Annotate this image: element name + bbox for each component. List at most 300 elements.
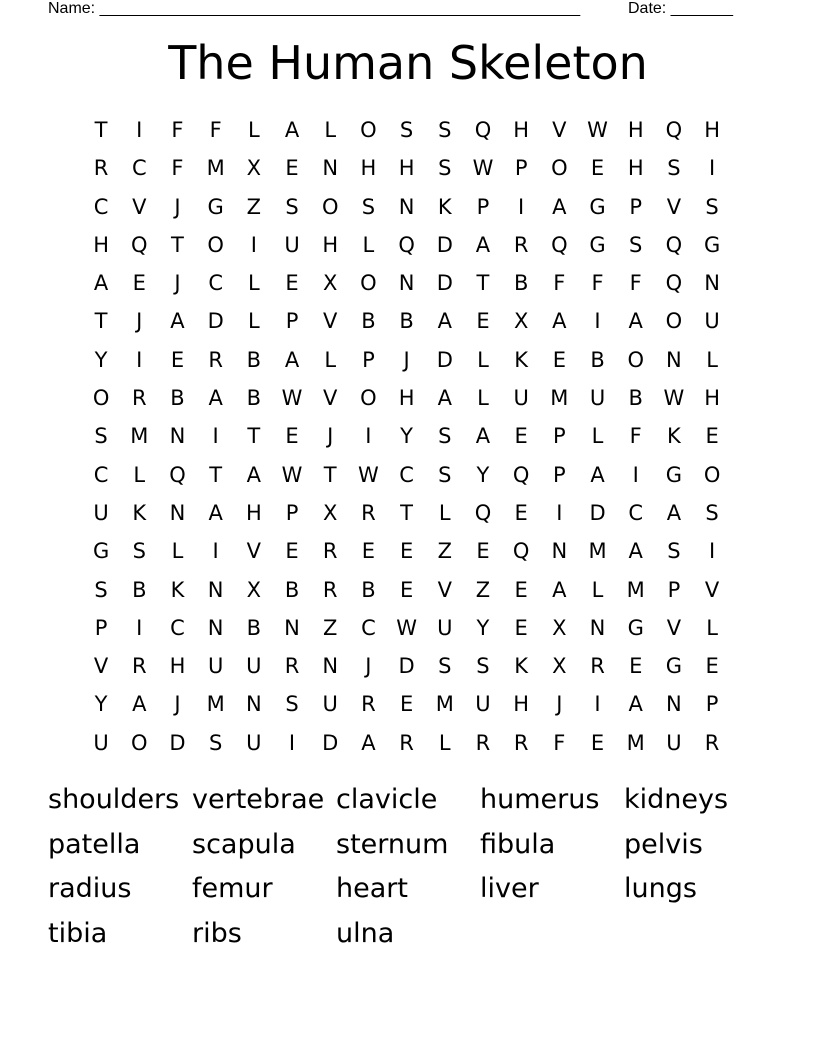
grid-letter: J — [365, 654, 372, 679]
grid-letter: I — [594, 692, 601, 717]
grid-letter: S — [705, 194, 719, 219]
grid-letter: Q — [474, 500, 492, 525]
grid-letter: N — [207, 615, 224, 640]
grid-letter: S — [94, 424, 108, 449]
grid-letter: I — [708, 539, 716, 564]
grid-letter: E — [629, 654, 643, 679]
grid-letter: W — [472, 156, 494, 181]
grid-letter: R — [704, 730, 720, 755]
grid-letter: R — [322, 539, 338, 564]
grid-letter: W — [281, 386, 303, 411]
grid-letter: A — [208, 386, 223, 411]
grid-letter: W — [663, 386, 685, 411]
grid-letter: R — [399, 730, 414, 755]
grid-letter: T — [323, 462, 337, 487]
grid-letter: M — [626, 730, 645, 755]
grid-letter: T — [171, 232, 184, 257]
grid-letter: R — [93, 156, 109, 181]
grid-letter: K — [514, 347, 529, 372]
grid-letter: R — [475, 730, 491, 755]
word-list-item: scapula — [192, 828, 296, 860]
grid-letter: H — [627, 156, 644, 181]
grid-letter: S — [438, 156, 452, 181]
grid-letter: S — [667, 156, 681, 181]
grid-letter: S — [705, 500, 719, 525]
grid-letter: H — [360, 156, 377, 181]
grid-letter: R — [513, 730, 529, 755]
grid-letter: V — [437, 577, 452, 602]
grid-letter: B — [628, 386, 643, 411]
grid-letter: P — [553, 462, 566, 487]
grid-letter: G — [627, 615, 644, 640]
grid-letter: M — [626, 577, 645, 602]
grid-letter: E — [514, 500, 528, 525]
grid-letter: D — [436, 347, 453, 372]
grid-letter: N — [284, 615, 300, 640]
grid-letter: G — [665, 654, 683, 679]
grid-letter: F — [629, 424, 642, 449]
grid-letter: B — [284, 577, 300, 602]
grid-letter: C — [399, 462, 414, 487]
grid-letter: M — [435, 692, 454, 717]
grid-letter: A — [552, 309, 567, 334]
grid-letter: H — [627, 118, 644, 142]
grid-letter: J — [403, 347, 410, 372]
word-list-item: femur — [192, 873, 273, 904]
grid-letter: T — [476, 271, 490, 296]
grid-letter: D — [436, 271, 453, 296]
grid-letter: A — [628, 539, 643, 564]
grid-letter: S — [208, 730, 223, 755]
grid-letter: O — [131, 730, 148, 755]
grid-letter: F — [171, 156, 184, 181]
grid-letter: C — [361, 615, 376, 640]
grid-letter: U — [475, 692, 491, 717]
grid-letter: R — [322, 577, 338, 602]
grid-letter: Q — [398, 232, 415, 257]
grid-letter: E — [514, 615, 528, 640]
grid-letter: V — [246, 539, 262, 564]
grid-letter: S — [438, 654, 452, 679]
grid-letter: U — [284, 232, 300, 257]
grid-letter: N — [398, 194, 415, 219]
grid-letter: Z — [246, 194, 262, 219]
grid-letter: P — [553, 424, 566, 449]
grid-letter: L — [438, 500, 451, 525]
grid-letter: N — [169, 500, 186, 525]
grid-letter: Q — [665, 271, 683, 296]
grid-letter: F — [209, 118, 222, 142]
grid-letter: A — [246, 462, 262, 487]
grid-letter: F — [553, 271, 566, 296]
grid-letter: Y — [94, 692, 108, 717]
grid-letter: U — [666, 730, 682, 755]
grid-letter: P — [705, 692, 719, 717]
grid-letter: A — [628, 692, 643, 717]
grid-letter: V — [323, 386, 338, 411]
word-list-item: clavicle — [336, 784, 438, 815]
grid-letter: U — [704, 309, 720, 334]
grid-letter: Y — [400, 424, 413, 449]
grid-letter: E — [361, 539, 376, 564]
grid-letter: B — [590, 347, 605, 372]
grid-letter: S — [438, 424, 452, 449]
word-list-item: radius — [48, 873, 132, 904]
grid-letter: I — [365, 424, 372, 449]
grid-letter: K — [170, 577, 185, 602]
grid-letter: O — [92, 386, 110, 411]
grid-letter: I — [632, 462, 639, 487]
grid-letter: P — [476, 194, 490, 219]
grid-letter: O — [551, 156, 568, 181]
grid-letter: E — [476, 539, 490, 564]
word-list-item: humerus — [480, 784, 600, 815]
grid-letter: E — [285, 271, 299, 296]
grid-letter: L — [477, 386, 489, 411]
grid-letter: T — [400, 500, 413, 525]
grid-letter: N — [322, 654, 339, 679]
grid-letter: U — [589, 386, 606, 411]
grid-letter: M — [206, 156, 225, 181]
grid-letter: J — [174, 692, 181, 717]
grid-letter: H — [398, 386, 415, 411]
grid-letter: J — [556, 692, 563, 717]
grid-letter: J — [327, 424, 334, 449]
grid-letter: R — [590, 654, 605, 679]
word-list-item: liver — [480, 873, 539, 904]
grid-letter: S — [361, 194, 376, 219]
letter-grid — [82, 111, 731, 762]
grid-letter: S — [629, 232, 643, 257]
grid-letter: B — [246, 347, 262, 372]
grid-letter: L — [324, 347, 337, 372]
grid-letter: C — [93, 194, 109, 219]
grid-letter: V — [323, 309, 338, 334]
grid-letter: A — [361, 730, 376, 755]
grid-letter: L — [324, 118, 337, 142]
grid-letter: A — [437, 309, 452, 334]
grid-letter: U — [437, 615, 453, 640]
grid-letter: B — [132, 577, 147, 602]
grid-letter: W — [358, 462, 379, 487]
grid-letter: T — [209, 462, 223, 487]
grid-letter: C — [628, 500, 644, 525]
grid-letter: N — [666, 692, 682, 717]
grid-letter: B — [513, 271, 529, 296]
grid-letter: X — [552, 615, 567, 640]
grid-letter: L — [438, 730, 451, 755]
grid-letter: E — [705, 424, 719, 449]
grid-letter: P — [362, 347, 375, 372]
grid-letter: Y — [476, 462, 490, 487]
grid-letter: S — [285, 194, 299, 219]
grid-letter: W — [587, 118, 608, 142]
grid-letter: F — [553, 730, 566, 755]
grid-letter: R — [513, 232, 529, 257]
grid-letter: A — [552, 194, 567, 219]
grid-letter: Q — [551, 232, 568, 257]
grid-letter: E — [590, 730, 605, 755]
grid-letter: U — [246, 730, 262, 755]
grid-letter: E — [132, 271, 146, 296]
grid-letter: E — [514, 424, 528, 449]
grid-letter: P — [94, 615, 108, 640]
grid-letter: Q — [665, 118, 683, 142]
grid-letter: D — [207, 309, 224, 334]
grid-letter: G — [665, 462, 683, 487]
grid-letter: J — [136, 309, 143, 334]
grid-letter: B — [361, 577, 376, 602]
grid-letter: O — [360, 386, 377, 411]
grid-letter: Q — [474, 118, 492, 142]
grid-letter: I — [136, 347, 143, 372]
grid-letter: A — [93, 271, 109, 296]
grid-letter: A — [552, 577, 567, 602]
grid-letter: L — [591, 424, 604, 449]
grid-letter: I — [708, 156, 716, 181]
word-list-item: pelvis — [624, 828, 703, 860]
word-list-item: tibia — [48, 917, 108, 949]
grid-letter: N — [666, 347, 682, 372]
grid-letter: B — [246, 615, 262, 640]
grid-letter: J — [174, 271, 181, 296]
grid-letter: Q — [169, 462, 186, 487]
grid-letter: O — [627, 347, 644, 372]
grid-letter: E — [514, 577, 528, 602]
grid-letter: H — [169, 654, 186, 679]
grid-letter: Q — [512, 539, 530, 564]
grid-letter: V — [666, 194, 682, 219]
grid-letter: X — [246, 156, 262, 181]
grid-letter: E — [399, 539, 414, 564]
word-list-item: lungs — [624, 873, 697, 904]
grid-letter: W — [396, 615, 417, 640]
grid-letter: X — [552, 654, 567, 679]
grid-letter: U — [93, 500, 109, 525]
grid-letter: K — [132, 500, 147, 525]
grid-letter: A — [475, 424, 491, 449]
grid-letter: Q — [131, 232, 148, 257]
grid-letter: A — [132, 692, 147, 717]
grid-letter: S — [476, 654, 490, 679]
word-list-item: patella — [48, 828, 141, 860]
grid-letter: I — [518, 194, 525, 219]
grid-letter: H — [704, 386, 720, 411]
grid-letter: A — [284, 118, 300, 142]
grid-letter: C — [93, 462, 109, 487]
word-list-item: heart — [336, 873, 408, 904]
grid-letter: D — [398, 654, 415, 679]
grid-letter: K — [667, 424, 681, 449]
grid-letter: I — [212, 539, 219, 564]
grid-letter: L — [247, 118, 260, 142]
grid-letter: L — [706, 615, 718, 640]
grid-letter: X — [323, 271, 338, 296]
grid-letter: O — [207, 232, 224, 257]
grid-letter: A — [590, 462, 605, 487]
grid-letter: H — [93, 232, 109, 257]
grid-letter: L — [247, 271, 260, 296]
grid-letter: P — [285, 500, 299, 525]
grid-letter: U — [322, 692, 338, 717]
grid-letter: I — [594, 309, 601, 334]
grid-letter: L — [247, 309, 260, 334]
grid-letter: N — [207, 577, 224, 602]
grid-letter: J — [174, 194, 181, 219]
grid-letter: M — [130, 424, 149, 449]
grid-letter: V — [666, 615, 682, 640]
grid-letter: C — [131, 156, 147, 181]
grid-letter: H — [398, 156, 415, 181]
grid-letter: Z — [475, 577, 491, 602]
grid-letter: B — [361, 309, 376, 334]
grid-letter: D — [169, 730, 186, 755]
grid-letter: P — [285, 309, 299, 334]
grid-letter: P — [667, 577, 681, 602]
grid-letter: I — [212, 424, 219, 449]
grid-letter: W — [281, 462, 303, 487]
grid-letter: T — [94, 309, 108, 334]
grid-letter: U — [246, 654, 262, 679]
grid-letter: D — [436, 232, 453, 257]
grid-letter: V — [93, 654, 109, 679]
word-list-item: vertebrae — [192, 784, 325, 815]
grid-letter: R — [284, 654, 300, 679]
grid-letter: A — [475, 232, 491, 257]
grid-letter: Q — [665, 232, 683, 257]
grid-letter: E — [476, 309, 490, 334]
word-list-item: fibula — [480, 828, 556, 860]
grid-letter: S — [438, 462, 452, 487]
grid-letter: G — [589, 194, 606, 219]
grid-letter: G — [207, 194, 224, 219]
grid-letter: N — [398, 271, 415, 296]
grid-letter: I — [136, 118, 143, 142]
grid-letter: L — [706, 347, 718, 372]
grid-letter: I — [556, 500, 563, 525]
grid-letter: O — [703, 462, 721, 487]
grid-letter: B — [399, 309, 414, 334]
word-list-item: sternum — [336, 828, 449, 860]
grid-letter: N — [322, 156, 339, 181]
grid-letter: Z — [323, 615, 338, 640]
grid-letter: M — [550, 386, 569, 411]
grid-letter: M — [588, 539, 607, 564]
grid-letter: U — [513, 386, 529, 411]
grid-letter: K — [514, 654, 529, 679]
grid-letter: G — [92, 539, 110, 564]
grid-letter: A — [284, 347, 300, 372]
grid-letter: O — [360, 271, 377, 296]
grid-letter: B — [170, 386, 185, 411]
grid-letter: E — [552, 347, 566, 372]
grid-letter: L — [591, 577, 604, 602]
grid-letter: T — [247, 424, 261, 449]
grid-letter: R — [361, 692, 376, 717]
grid-letter: X — [323, 500, 338, 525]
grid-letter: R — [361, 500, 376, 525]
grid-letter: S — [667, 539, 681, 564]
grid-letter: L — [362, 232, 375, 257]
page-title: The Human Skeleton — [168, 36, 648, 90]
word-list — [48, 778, 768, 956]
grid-letter: S — [94, 577, 108, 602]
grid-letter: G — [589, 232, 606, 257]
grid-letter: O — [321, 194, 339, 219]
grid-letter: V — [704, 577, 720, 602]
grid-letter: E — [285, 539, 299, 564]
grid-letter: U — [93, 730, 109, 755]
grid-letter: P — [514, 156, 528, 181]
grid-letter: C — [208, 271, 223, 296]
grid-letter: F — [171, 118, 184, 142]
grid-letter: L — [477, 347, 489, 372]
grid-letter: Q — [512, 462, 530, 487]
grid-letter: K — [437, 194, 452, 219]
grid-letter: L — [171, 539, 184, 564]
grid-letter: A — [170, 309, 185, 334]
word-list-item: shoulders — [48, 784, 180, 815]
grid-letter: N — [551, 539, 568, 564]
grid-letter: F — [629, 271, 642, 296]
grid-letter: Y — [476, 615, 490, 640]
grid-letter: H — [704, 118, 720, 142]
grid-letter: A — [628, 309, 643, 334]
grid-letter: N — [169, 424, 186, 449]
grid-letter: A — [208, 500, 223, 525]
grid-letter: E — [399, 577, 414, 602]
grid-letter: Y — [94, 347, 108, 372]
grid-letter: T — [94, 118, 108, 142]
grid-letter: E — [590, 156, 605, 181]
grid-letter: N — [589, 615, 606, 640]
grid-letter: I — [288, 730, 296, 755]
grid-letter: N — [704, 271, 720, 296]
grid-letter: U — [207, 654, 224, 679]
grid-letter: E — [285, 156, 299, 181]
grid-letter: E — [285, 424, 299, 449]
grid-letter: Z — [437, 539, 452, 564]
grid-letter: A — [666, 500, 682, 525]
grid-letter: H — [245, 500, 262, 525]
grid-letter: X — [513, 309, 529, 334]
grid-letter: C — [170, 615, 185, 640]
name-field-label: Name: ______________________________________________________ — [48, 0, 581, 17]
grid-letter: V — [552, 118, 567, 142]
grid-letter: H — [513, 118, 530, 142]
grid-letter: L — [133, 462, 146, 487]
grid-letter: A — [437, 386, 452, 411]
grid-letter: I — [136, 615, 143, 640]
grid-letter: M — [206, 692, 225, 717]
grid-letter: S — [438, 118, 452, 142]
grid-letter: P — [629, 194, 643, 219]
grid-letter: B — [246, 386, 262, 411]
grid-letter: V — [132, 194, 147, 219]
grid-letter: N — [245, 692, 262, 717]
grid-letter: E — [705, 654, 719, 679]
grid-letter: R — [208, 347, 223, 372]
grid-letter: S — [132, 539, 146, 564]
grid-letter: D — [322, 730, 339, 755]
grid-letter: E — [170, 347, 185, 372]
word-list-item: ulna — [336, 917, 395, 949]
grid-letter: S — [285, 692, 299, 717]
grid-letter: E — [399, 692, 414, 717]
grid-letter: O — [665, 309, 683, 334]
grid-letter: H — [513, 692, 530, 717]
grid-letter: O — [360, 118, 377, 142]
